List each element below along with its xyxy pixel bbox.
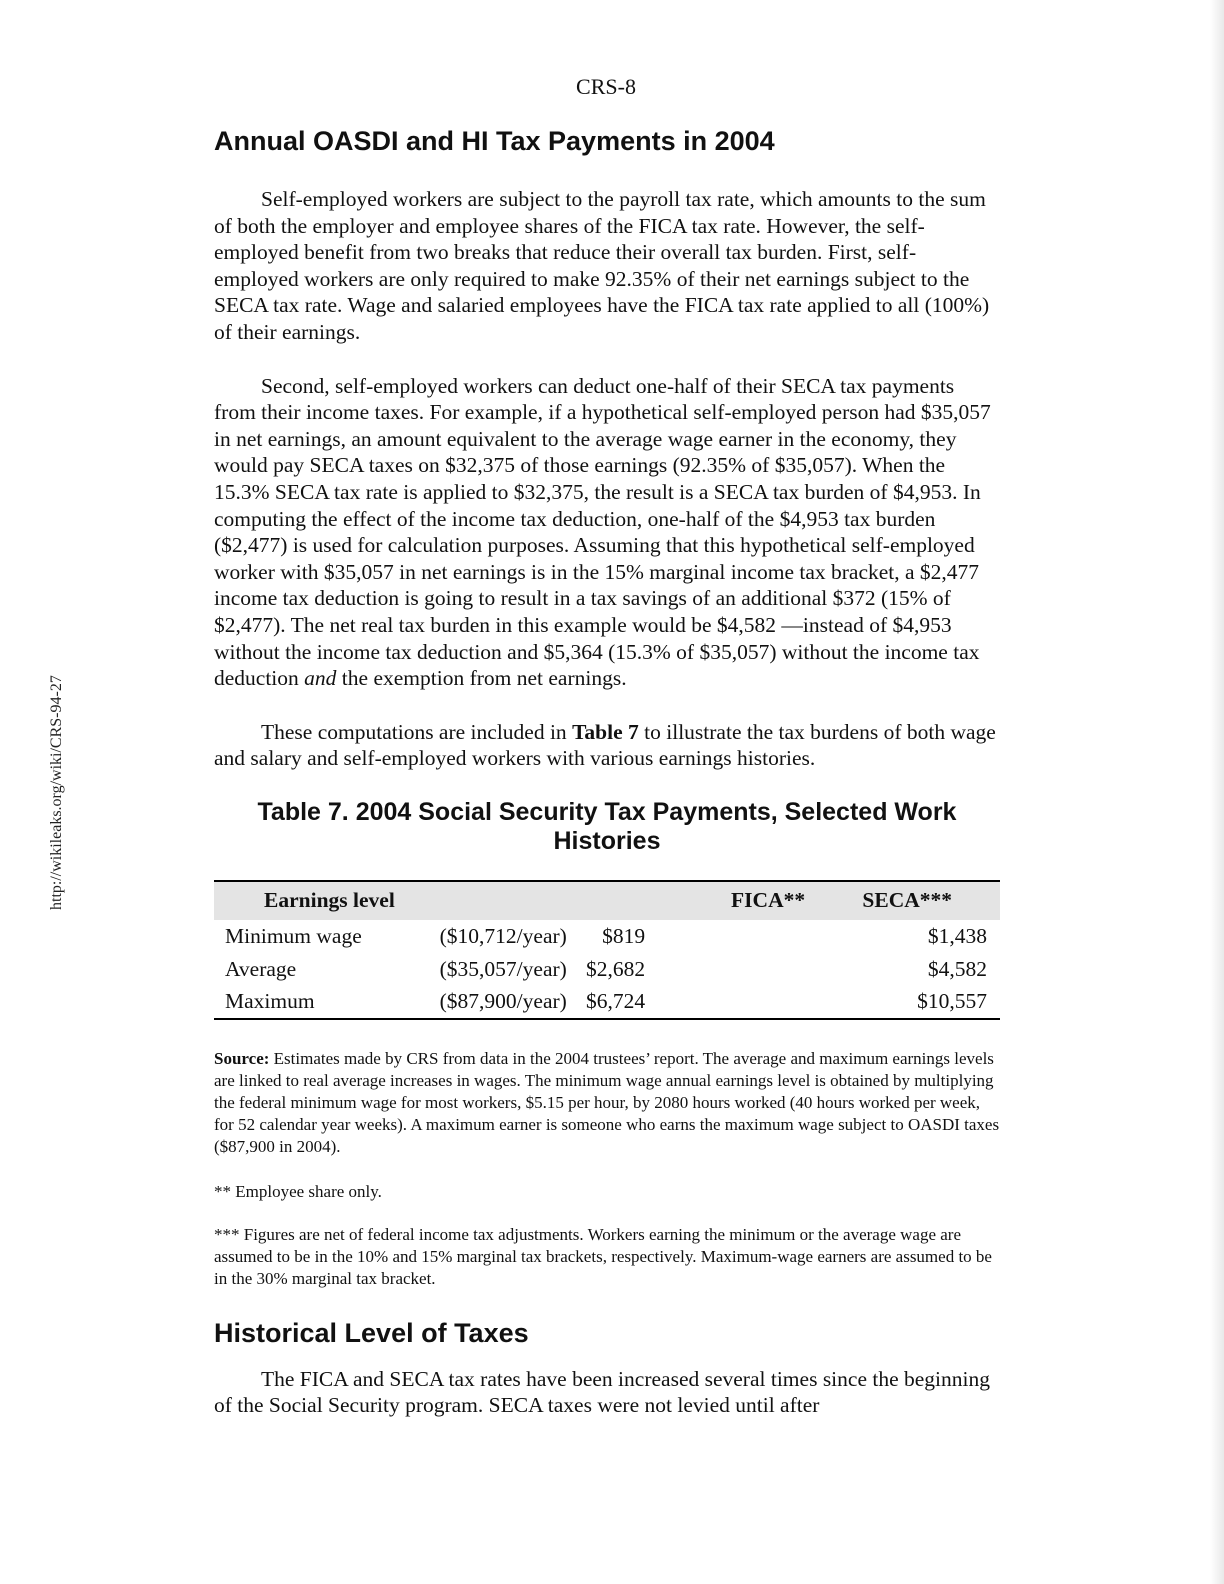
paragraph-seca-deduction-main: Second, self-employed workers can deduct one-half of their SECA tax payments from their income taxes. For example, if a hypothetical self-employed person had $35,057 in net earnings, an amount equivalent to the average wage earner in the economy, they would pay SECA taxes on $32,375 of those earnings (92.35% of $35,057). When the 15.3% SECA tax rate is applied to $32,375, the result is a SECA tax burden of $4,953. In computing the effect of the income tax deduction, one-half of the $4,953 tax burden ($2,477) is used for calculation purposes. Assuming that this hypothetical self-employed worker with $35,057 in net earnings is in the 15% marginal income tax bracket, a $2,477 income tax deduction is going to result in a tax savings of an additional $372 (15% of $2,477). The net real tax burden in this example would be $4,582 —instead of $4,953 without the income tax deduction and $5,364 (15.3% of $35,057) without the income tax deduction (214, 373, 991, 691)
table-notes (214, 1048, 1000, 1290)
source-note (214, 1048, 1000, 1158)
side-url-watermark: http://wikileaks.org/wiki/CRS-94-27 (48, 675, 65, 910)
cell-amount: ($10,712/year) (439, 923, 567, 948)
table-header-row (214, 881, 1000, 920)
table-row (214, 920, 1000, 953)
page-right-edge (1210, 0, 1224, 1584)
cell-seca: $1,438 (927, 923, 987, 948)
paragraph-historical: The FICA and SECA tax rates have been increased several times since the beginning of the Social Security program. SECA taxes were not levied until after (214, 1366, 990, 1418)
source-label: Source: (214, 1048, 270, 1068)
paragraph-seca-deduction (214, 373, 1000, 692)
employee-share-note: ** Employee share only. (214, 1181, 382, 1201)
paragraph-computations (214, 719, 1000, 772)
table-row (214, 986, 1000, 1019)
section-heading-historical: Historical Level of Taxes (214, 1317, 529, 1348)
paragraph-self-employed: Self-employed workers are subject to the payroll tax rate, which amounts to the sum of both the employer and employee shares of the FICA tax rate. However, the self-employed benefit from two breaks that reduce their overall tax burden. First, self-employed workers are only required to make 92.35% of their net earnings subject to the SECA tax rate. Wage and salaried employees have the FICA tax rate applied to all (100%) of their earnings. (214, 187, 990, 344)
table-reference: Table 7 (572, 719, 639, 744)
table-title: Table 7. 2004 Social Security Tax Payments, Selected Work Histories (257, 797, 957, 855)
italic-and: and (304, 666, 337, 691)
table-row (214, 953, 1000, 986)
section-heading-annual-tax: Annual OASDI and HI Tax Payments in 2004 (214, 126, 775, 156)
cell-level: Average (225, 956, 297, 981)
page-number: CRS-8 (576, 74, 636, 99)
cell-level: Minimum wage (225, 923, 362, 948)
source-text: Estimates made by CRS from data in the 2004 trustees’ report. The average and maximum earnings levels are linked to real average increases in wages. The minimum wage annual earnings level is obtained by multiplying the federal minimum wage for most workers, $5.15 per hour, by 2080 hours worked (40 hours worked per week, for 52 calendar year weeks). A maximum earner is someone who earns the maximum wage subject to OASDI taxes ($87,900 in 2004). (214, 1048, 1000, 1156)
paragraph-computations-b: to illustrate the tax burdens of both wage and salary and self-employed workers with various earnings histories. (214, 719, 996, 771)
header-seca: SECA*** (841, 881, 1000, 920)
cell-fica: $819 (602, 923, 646, 948)
header-fica: FICA** (586, 881, 841, 920)
seca-footnote: *** Figures are net of federal income tax adjustments. Workers earning the minimum or the average wage are assumed to be in the 10% and 15% marginal tax brackets, respectively. Maximum-wage earners are assumed to be in the 30% marginal tax bracket. (214, 1224, 992, 1288)
page-content (214, 122, 1000, 1419)
cell-fica: $6,724 (586, 986, 841, 1019)
cell-fica: $2,682 (585, 956, 646, 981)
cell-seca: $4,582 (927, 956, 987, 981)
cell-level: Maximum (214, 986, 430, 1019)
paragraph-seca-deduction-end: the exemption from net earnings. (341, 666, 627, 691)
cell-seca: $10,557 (841, 986, 1000, 1019)
tax-payments-table (214, 880, 1000, 1020)
header-earnings-level: Earnings level (214, 881, 430, 920)
header-blank (430, 881, 586, 920)
cell-amount: ($87,900/year) (430, 986, 586, 1019)
cell-amount: ($35,057/year) (439, 956, 567, 981)
paragraph-computations-a: These computations are included in (261, 719, 567, 744)
